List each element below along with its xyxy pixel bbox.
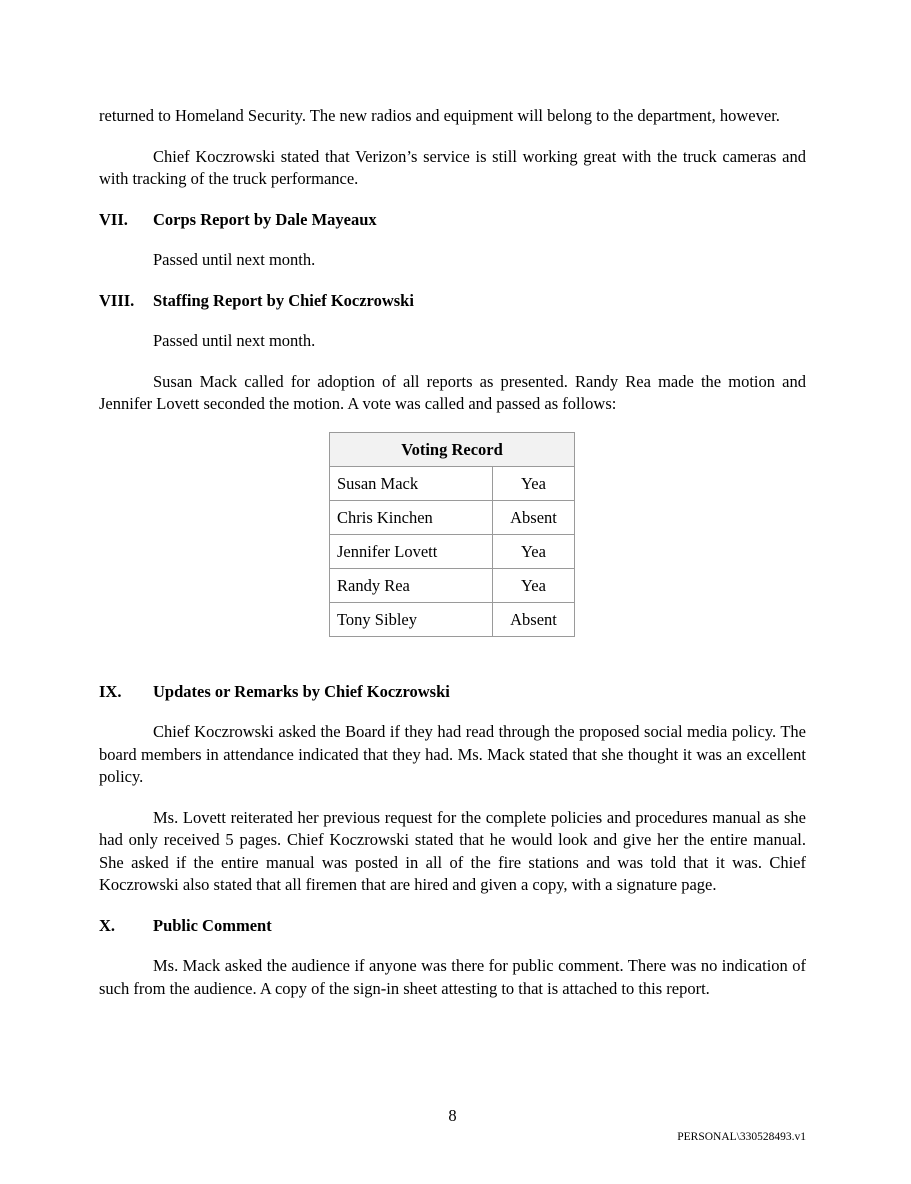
member-vote: Absent	[493, 602, 575, 636]
paragraph-public-comment: Ms. Mack asked the audience if anyone was there for public comment. There was no indication of such from the audience. A copy of the sign-in sheet attesting to that is attached to this report.	[99, 956, 806, 998]
section-number: X.	[99, 915, 116, 935]
section-title: Updates or Remarks by Chief Koczrowski	[153, 681, 450, 701]
section-title: Staffing Report by Chief Koczrowski	[153, 290, 414, 310]
member-vote: Yea	[493, 466, 575, 500]
section-heading-staffing	[99, 290, 806, 313]
table-row	[330, 602, 575, 636]
voting-record-table	[329, 432, 575, 637]
document-id: PERSONAL\330528493.v1	[677, 1131, 806, 1143]
member-vote: Yea	[493, 534, 575, 568]
table-row	[330, 466, 575, 500]
section-number: VII.	[99, 209, 128, 229]
section-title: Corps Report by Dale Mayeaux	[153, 209, 377, 229]
member-name: Chris Kinchen	[330, 500, 493, 534]
table-row	[330, 500, 575, 534]
page-number: 8	[448, 1106, 457, 1125]
member-name: Jennifer Lovett	[330, 534, 493, 568]
paragraph-social-media-policy: Chief Koczrowski asked the Board if they had read through the proposed social media policy. The board members in attendance indicated that they had. Ms. Mack stated that she thought it was an excellent policy.	[99, 722, 806, 786]
voting-record-title: Voting Record	[330, 432, 575, 466]
document-page	[99, 105, 806, 1000]
paragraph-adoption-motion: Susan Mack called for adoption of all reports as presented. Randy Rea made the motion and Jennifer Lovett seconded the motion. A vote was called and passed as follows:	[99, 371, 806, 413]
member-name: Randy Rea	[330, 568, 493, 602]
paragraph-verizon: Chief Koczrowski stated that Verizon’s service is still working great with the truck cameras and with tracking of the truck performance.	[99, 146, 806, 188]
table-row	[330, 534, 575, 568]
member-vote: Yea	[493, 568, 575, 602]
section-heading-updates	[99, 681, 806, 704]
table-row	[330, 568, 575, 602]
paragraph-corps-passed: Passed until next month.	[153, 250, 316, 269]
section-heading-public-comment	[99, 915, 806, 938]
member-vote: Absent	[493, 500, 575, 534]
paragraph-policies-manual: Ms. Lovett reiterated her previous request for the complete policies and procedures manual as she had only received 5 pages. Chief Koczrowski stated that he would look and give her the entire manual. She asked if the entire manual was posted in all of the fire stations and was told that it was. Chief Koczrowski also stated that all firemen that are hired and given a copy, with a signature page.	[99, 807, 806, 894]
section-heading-corps	[99, 209, 806, 232]
paragraph-staffing-passed: Passed until next month.	[153, 331, 316, 350]
section-number: IX.	[99, 681, 122, 701]
section-title: Public Comment	[153, 915, 272, 935]
paragraph-homeland: returned to Homeland Security. The new radios and equipment will belong to the department, however.	[99, 106, 780, 125]
member-name: Susan Mack	[330, 466, 493, 500]
member-name: Tony Sibley	[330, 602, 493, 636]
section-number: VIII.	[99, 290, 135, 310]
